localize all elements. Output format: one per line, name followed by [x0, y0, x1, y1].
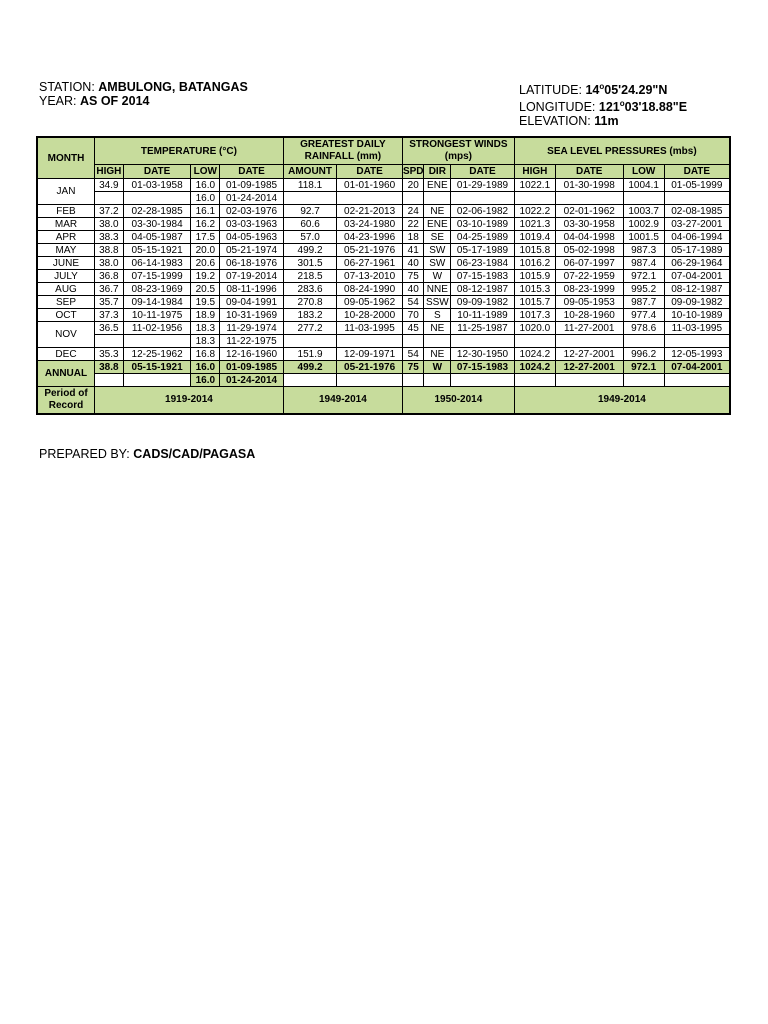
table-cell: 10-31-1969 [220, 309, 284, 322]
elevation-value: 11m [594, 114, 619, 129]
table-cell: 01-03-1958 [123, 179, 191, 192]
table-cell: 05-21-1976 [337, 244, 403, 257]
table-cell [337, 192, 403, 205]
table-cell [555, 335, 623, 348]
table-cell: 09-14-1984 [123, 296, 191, 309]
table-cell: 38.8 [94, 244, 123, 257]
table-cell [402, 374, 424, 387]
table-cell: 45 [402, 322, 424, 335]
table-cell: 1015.3 [514, 283, 555, 296]
table-cell: 03-03-1963 [220, 218, 284, 231]
table-cell: W [424, 361, 451, 374]
table-cell: 07-13-2010 [337, 270, 403, 283]
prepared-by [39, 447, 255, 461]
month-cell: NOV [37, 322, 94, 348]
table-row [37, 231, 730, 244]
table-cell [514, 192, 555, 205]
subheader-cell: DIR [424, 165, 451, 179]
table-cell [424, 192, 451, 205]
table-cell: 16.0 [191, 361, 220, 374]
subheader-cell: AMOUNT [283, 165, 336, 179]
table-cell: 09-09-1982 [451, 296, 515, 309]
table-cell: 10-28-1960 [555, 309, 623, 322]
table-cell: 36.5 [94, 322, 123, 335]
table-cell: 151.9 [283, 348, 336, 361]
table-cell: 18.3 [191, 322, 220, 335]
table-cell: 987.4 [623, 257, 664, 270]
table-cell [451, 335, 515, 348]
table-cell: 60.6 [283, 218, 336, 231]
table-cell: 283.6 [283, 283, 336, 296]
table-cell: 499.2 [283, 244, 336, 257]
table-cell: 09-05-1953 [555, 296, 623, 309]
table-cell: 38.0 [94, 257, 123, 270]
table-cell: 06-27-1961 [337, 257, 403, 270]
table-cell [623, 374, 664, 387]
table-cell: 1003.7 [623, 205, 664, 218]
subheader-cell: HIGH [96, 166, 122, 177]
table-cell: 18.9 [191, 309, 220, 322]
table-cell [402, 335, 424, 348]
annual-row [37, 361, 730, 374]
table-cell: 1015.7 [514, 296, 555, 309]
table-cell: 1015.8 [514, 244, 555, 257]
table-cell: 11-03-1995 [337, 322, 403, 335]
table-cell [337, 374, 403, 387]
table-cell: 995.2 [623, 283, 664, 296]
table-cell: 01-09-1985 [220, 361, 284, 374]
table-cell [123, 374, 191, 387]
table-cell: 07-15-1983 [451, 361, 515, 374]
table-cell: 16.0 [191, 374, 220, 387]
table-cell: 12-30-1950 [451, 348, 515, 361]
table-cell: 11-25-1987 [451, 322, 515, 335]
table-cell: 54 [402, 296, 424, 309]
table-cell: 06-23-1984 [451, 257, 515, 270]
winds-header: STRONGEST WINDS (mps) [402, 137, 514, 165]
table-cell: 1001.5 [623, 231, 664, 244]
table-row [37, 257, 730, 270]
table-cell: 17.5 [191, 231, 220, 244]
table-cell: 37.3 [94, 309, 123, 322]
table-cell: 10-28-2000 [337, 309, 403, 322]
table-cell: 04-23-1996 [337, 231, 403, 244]
table-cell [94, 335, 123, 348]
table-cell: 972.1 [623, 270, 664, 283]
table-cell: 08-24-1990 [337, 283, 403, 296]
table-cell [555, 192, 623, 205]
table-cell: 977.4 [623, 309, 664, 322]
table-cell: 02-03-1976 [220, 205, 284, 218]
table-cell: 04-06-1994 [664, 231, 730, 244]
table-cell: 16.2 [191, 218, 220, 231]
table-cell: 41 [402, 244, 424, 257]
table-cell [424, 335, 451, 348]
period-of-record-label: Period of Record [37, 387, 94, 415]
table-cell: 02-01-1962 [555, 205, 623, 218]
table-cell: 37.2 [94, 205, 123, 218]
table-cell: 10-11-1989 [451, 309, 515, 322]
month-cell: ANNUAL [37, 361, 94, 387]
table-cell: 02-06-1982 [451, 205, 515, 218]
table-cell [283, 335, 336, 348]
table-cell: 499.2 [283, 361, 336, 374]
table-cell: 06-29-1964 [664, 257, 730, 270]
table-cell [337, 335, 403, 348]
month-cell: OCT [37, 309, 94, 322]
table-cell: 09-04-1991 [220, 296, 284, 309]
table-cell: 40 [402, 257, 424, 270]
prepared-value: CADS/CAD/PAGASA [133, 447, 256, 461]
degree-mark: o [619, 99, 625, 109]
table-cell: 09-05-1962 [337, 296, 403, 309]
table-cell [424, 374, 451, 387]
subheader-cell: SPD [402, 166, 424, 177]
table-cell: 16.0 [191, 179, 220, 192]
table-cell: 08-12-1987 [451, 283, 515, 296]
table-cell: 05-02-1998 [555, 244, 623, 257]
month-cell: JULY [37, 270, 94, 283]
table-row-extra [37, 335, 730, 348]
table-cell: 270.8 [283, 296, 336, 309]
table-cell: 06-07-1997 [555, 257, 623, 270]
table-cell: 1016.2 [514, 257, 555, 270]
table-cell: 07-04-2001 [664, 270, 730, 283]
table-cell: 24 [402, 205, 424, 218]
table-cell: 18 [402, 231, 424, 244]
table-cell: 02-28-1985 [123, 205, 191, 218]
table-cell: 04-05-1963 [220, 231, 284, 244]
table-cell: 22 [402, 218, 424, 231]
table-cell [123, 335, 191, 348]
table-cell: 02-21-2013 [337, 205, 403, 218]
table-cell: 277.2 [283, 322, 336, 335]
table-cell: S [424, 309, 451, 322]
table-cell: 01-01-1960 [337, 179, 403, 192]
table-cell: 03-10-1989 [451, 218, 515, 231]
table-cell: 1004.1 [623, 179, 664, 192]
period-of-record-value: 1950-2014 [402, 387, 514, 415]
table-row [37, 348, 730, 361]
elevation-label: ELEVATION: [519, 114, 591, 129]
table-cell [664, 335, 730, 348]
table-cell: 06-14-1983 [123, 257, 191, 270]
table-cell: NNE [424, 283, 451, 296]
table-cell [94, 374, 123, 387]
table-cell: 1015.9 [514, 270, 555, 283]
month-header: MONTH [37, 137, 94, 179]
rainfall-header: GREATEST DAILY RAINFALL (mm) [283, 137, 402, 165]
subheader-cell: DATE [555, 165, 623, 179]
table-cell: 16.1 [191, 205, 220, 218]
table-cell: 183.2 [283, 309, 336, 322]
table-row [37, 270, 730, 283]
table-cell: 38.8 [94, 361, 123, 374]
table-cell: 1020.0 [514, 322, 555, 335]
table-cell [555, 374, 623, 387]
table-row [37, 322, 730, 335]
table-cell [123, 192, 191, 205]
subheader-row [37, 165, 730, 179]
latitude-label: LATITUDE: [519, 83, 582, 98]
table-cell: 35.7 [94, 296, 123, 309]
table-cell: 19.5 [191, 296, 220, 309]
table-cell [623, 335, 664, 348]
table-cell: 11-29-1974 [220, 322, 284, 335]
table-row [37, 205, 730, 218]
table-cell: 972.1 [623, 361, 664, 374]
subheader-cell: DATE [337, 165, 403, 179]
header-row [37, 137, 730, 165]
table-cell: 36.7 [94, 283, 123, 296]
period-of-record-value: 1949-2014 [514, 387, 730, 415]
year-value: AS OF 2014 [80, 94, 150, 108]
period-of-record-value: 1949-2014 [283, 387, 402, 415]
longitude-value: 121$^o$03'18.88"E [598, 99, 688, 115]
table-cell: 07-15-1999 [123, 270, 191, 283]
table-cell: 12-27-2001 [555, 348, 623, 361]
table-cell: 03-30-1984 [123, 218, 191, 231]
month-cell: FEB [37, 205, 94, 218]
table-row-extra [37, 192, 730, 205]
table-cell [451, 374, 515, 387]
period-of-record-row [37, 387, 730, 415]
table-cell: 04-05-1987 [123, 231, 191, 244]
location-info [519, 80, 687, 128]
table-cell: 75 [402, 361, 424, 374]
latitude-value: 14$^o$05'24.29"N [585, 82, 668, 98]
table-cell: 11-02-1956 [123, 322, 191, 335]
table-cell [514, 374, 555, 387]
table-cell: 11-03-1995 [664, 322, 730, 335]
table-cell: 05-15-1921 [123, 244, 191, 257]
table-cell: 05-17-1989 [451, 244, 515, 257]
table-cell: 301.5 [283, 257, 336, 270]
table-cell: 08-23-1999 [555, 283, 623, 296]
table-row [37, 309, 730, 322]
table-cell [664, 374, 730, 387]
table-cell: 987.3 [623, 244, 664, 257]
table-cell [283, 192, 336, 205]
month-cell: AUG [37, 283, 94, 296]
longitude-label: LONGITUDE: [519, 100, 596, 115]
table-cell: 01-09-1985 [220, 179, 284, 192]
table-cell: 1024.2 [514, 361, 555, 374]
table-cell: 01-29-1989 [451, 179, 515, 192]
table-cell: 06-18-1976 [220, 257, 284, 270]
month-cell: JAN [37, 179, 94, 205]
table-cell: 75 [402, 270, 424, 283]
table-cell: 34.9 [94, 179, 123, 192]
table-cell: SW [424, 244, 451, 257]
table-cell [402, 192, 424, 205]
table-cell: 1021.3 [514, 218, 555, 231]
table-cell [664, 192, 730, 205]
table-cell: 92.7 [283, 205, 336, 218]
table-cell: 08-23-1969 [123, 283, 191, 296]
table-cell: 118.1 [283, 179, 336, 192]
table-cell: 987.7 [623, 296, 664, 309]
table-cell: 07-19-2014 [220, 270, 284, 283]
table-cell: 07-04-2001 [664, 361, 730, 374]
table-row [37, 179, 730, 192]
table-cell: 1024.2 [514, 348, 555, 361]
table-cell: 07-15-1983 [451, 270, 515, 283]
table-cell: 70 [402, 309, 424, 322]
table-cell [94, 192, 123, 205]
table-row [37, 218, 730, 231]
table-cell [514, 335, 555, 348]
table-cell: 19.2 [191, 270, 220, 283]
table-cell: W [424, 270, 451, 283]
table-cell: 54 [402, 348, 424, 361]
table-cell: 05-15-1921 [123, 361, 191, 374]
table-cell: 09-09-1982 [664, 296, 730, 309]
climate-extremes-table [36, 136, 731, 415]
table-cell: 04-04-1998 [555, 231, 623, 244]
table-cell [451, 192, 515, 205]
table-row [37, 244, 730, 257]
subheader-cell: LOW [623, 165, 664, 179]
subheader-cell: DATE [451, 165, 515, 179]
table-cell: 20 [402, 179, 424, 192]
table-cell: 12-05-1993 [664, 348, 730, 361]
table-cell: 35.3 [94, 348, 123, 361]
table-cell: 05-17-1989 [664, 244, 730, 257]
month-cell: SEP [37, 296, 94, 309]
table-cell: 978.6 [623, 322, 664, 335]
month-cell: JUNE [37, 257, 94, 270]
table-cell: 01-30-1998 [555, 179, 623, 192]
table-cell: 01-24-2014 [220, 192, 284, 205]
table-row [37, 296, 730, 309]
table-cell [623, 192, 664, 205]
table-cell: 36.8 [94, 270, 123, 283]
table-cell: SSW [425, 296, 449, 308]
prepared-label: PREPARED BY: [39, 447, 130, 461]
table-cell: 996.2 [623, 348, 664, 361]
table-cell: 1022.1 [514, 179, 555, 192]
table-cell [283, 374, 336, 387]
table-cell: 02-08-1985 [664, 205, 730, 218]
table-cell: 38.0 [94, 218, 123, 231]
table-cell: 04-25-1989 [451, 231, 515, 244]
table-cell: 01-05-1999 [664, 179, 730, 192]
subheader-cell: DATE [220, 165, 284, 179]
table-cell: 08-12-1987 [664, 283, 730, 296]
table-cell: 57.0 [283, 231, 336, 244]
table-cell: ENE [424, 179, 451, 192]
table-cell: 20.0 [191, 244, 220, 257]
subheader-cell: LOW [191, 165, 220, 179]
month-cell: APR [37, 231, 94, 244]
station-info [39, 80, 248, 108]
year-label: YEAR: [39, 94, 77, 108]
subheader-cell: HIGH [514, 165, 555, 179]
table-cell: NE [424, 348, 451, 361]
table-cell: 20.5 [191, 283, 220, 296]
table-cell: 38.3 [94, 231, 123, 244]
table-row-extra [37, 374, 730, 387]
subheader-cell: DATE [123, 165, 191, 179]
month-cell: MAR [37, 218, 94, 231]
pressure-header: SEA LEVEL PRESSURES (mbs) [514, 137, 730, 165]
table-cell: 12-25-1962 [123, 348, 191, 361]
subheader-cell: DATE [664, 165, 730, 179]
table-cell: 1022.2 [514, 205, 555, 218]
table-cell: 20.6 [191, 257, 220, 270]
table-cell: NE [424, 322, 451, 335]
table-cell: 12-16-1960 [220, 348, 284, 361]
month-cell: MAY [37, 244, 94, 257]
table-cell: 18.3 [191, 335, 220, 348]
table-cell: 1019.4 [514, 231, 555, 244]
table-cell: 12-09-1971 [337, 348, 403, 361]
table-cell: 11-22-1975 [220, 335, 284, 348]
table-cell: ENE [424, 218, 451, 231]
table-cell: 10-11-1975 [123, 309, 191, 322]
table-cell: 05-21-1974 [220, 244, 284, 257]
table-cell: 07-22-1959 [555, 270, 623, 283]
table-cell: SE [424, 231, 451, 244]
degree-mark: o [599, 82, 605, 91]
table-cell: NE [424, 205, 451, 218]
table-cell: 218.5 [283, 270, 336, 283]
table-cell: 03-30-1958 [555, 218, 623, 231]
table-cell: SW [424, 257, 451, 270]
month-cell: DEC [37, 348, 94, 361]
table-cell: 40 [402, 283, 424, 296]
table-cell: 03-27-2001 [664, 218, 730, 231]
period-of-record-value: 1919-2014 [94, 387, 283, 415]
table-cell: 05-21-1976 [337, 361, 403, 374]
table-cell: 03-24-1980 [337, 218, 403, 231]
table-cell: 11-27-2001 [555, 322, 623, 335]
table-cell: 08-11-1996 [220, 283, 284, 296]
table-cell: 12-27-2001 [555, 361, 623, 374]
table-cell: 01-24-2014 [220, 374, 284, 387]
table-cell: 1002.9 [623, 218, 664, 231]
table-cell: 1017.3 [514, 309, 555, 322]
temperature-header: TEMPERATURE (°C) [94, 137, 283, 165]
station-name: AMBULONG, BATANGAS [98, 80, 248, 94]
table-cell: 16.8 [191, 348, 220, 361]
station-label: STATION: [39, 80, 95, 94]
table-cell: 16.0 [191, 192, 220, 205]
table-row [37, 283, 730, 296]
table-cell: 10-10-1989 [664, 309, 730, 322]
